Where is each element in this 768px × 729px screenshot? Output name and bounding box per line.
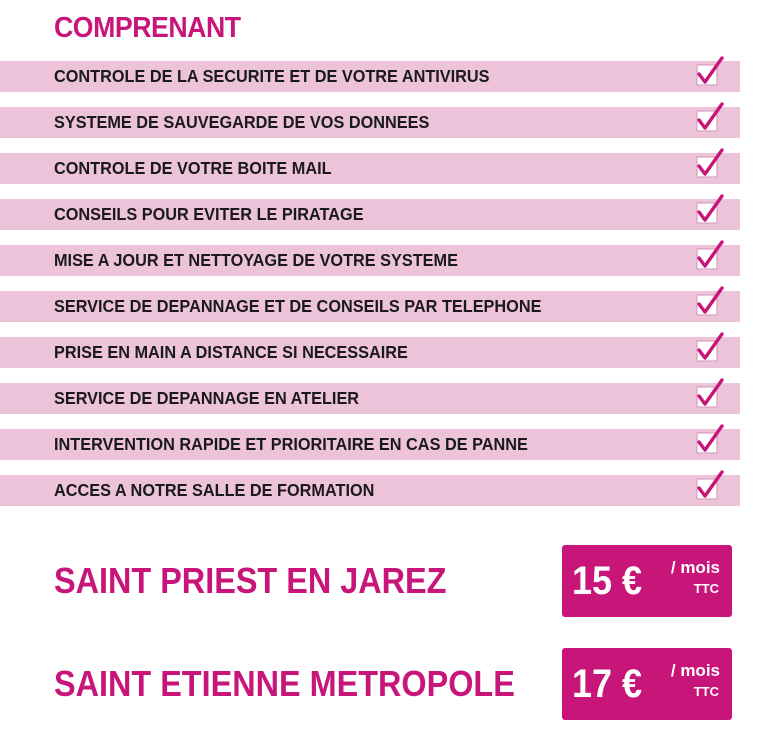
- feature-row: [0, 475, 740, 506]
- feature-label: SERVICE DE DEPANNAGE ET DE CONSEILS PAR TELEPHONE: [54, 296, 542, 316]
- feature-row: [0, 107, 740, 138]
- checkbox-checked-icon: [695, 239, 725, 273]
- checkbox-checked-icon: [695, 377, 725, 411]
- checkbox-checked-icon: [695, 331, 725, 365]
- checkbox-checked-icon: [695, 469, 725, 503]
- feature-label: ACCES A NOTRE SALLE DE FORMATION: [54, 480, 375, 500]
- checkbox-checked-icon: [695, 193, 725, 227]
- feature-row: [0, 291, 740, 322]
- feature-label: CONTROLE DE VOTRE BOITE MAIL: [54, 158, 332, 178]
- feature-list: [0, 61, 740, 521]
- section-heading: COMPRENANT: [54, 12, 241, 44]
- feature-row: [0, 429, 740, 460]
- feature-label: INTERVENTION RAPIDE ET PRIORITAIRE EN CAS DE PANNE: [54, 434, 528, 454]
- location-name: SAINT PRIEST EN JAREZ: [54, 560, 447, 601]
- feature-label: PRISE EN MAIN A DISTANCE SI NECESSAIRE: [54, 342, 408, 362]
- feature-label: SERVICE DE DEPANNAGE EN ATELIER: [54, 388, 360, 408]
- price-badge: [562, 545, 732, 617]
- feature-label: CONTROLE DE LA SECURITE ET DE VOTRE ANTIVIRUS: [54, 66, 490, 86]
- price-period: / mois: [670, 558, 720, 577]
- feature-row: [0, 153, 740, 184]
- feature-label: CONSEILS POUR EVITER LE PIRATAGE: [54, 204, 364, 224]
- price-amount: 17 €: [572, 662, 643, 706]
- feature-row: [0, 245, 740, 276]
- feature-row: [0, 383, 740, 414]
- location-name: SAINT ETIENNE METROPOLE: [54, 663, 515, 704]
- checkbox-checked-icon: [695, 55, 725, 89]
- checkbox-checked-icon: [695, 147, 725, 181]
- feature-row: [0, 61, 740, 92]
- price-amount: 15 €: [572, 559, 643, 603]
- feature-label: MISE A JOUR ET NETTOYAGE DE VOTRE SYSTEME: [54, 250, 458, 270]
- price-badge: [562, 648, 732, 720]
- checkbox-checked-icon: [695, 423, 725, 457]
- feature-row: [0, 337, 740, 368]
- price-tax-label: TTC: [693, 581, 719, 596]
- price-tax-label: TTC: [693, 684, 719, 699]
- price-period: / mois: [670, 661, 720, 680]
- checkbox-checked-icon: [695, 285, 725, 319]
- checkbox-checked-icon: [695, 101, 725, 135]
- price-row-saint-etienne: [0, 648, 768, 720]
- feature-row: [0, 199, 740, 230]
- feature-label: SYSTEME DE SAUVEGARDE DE VOS DONNEES: [54, 112, 430, 132]
- price-row-saint-priest: [0, 545, 768, 617]
